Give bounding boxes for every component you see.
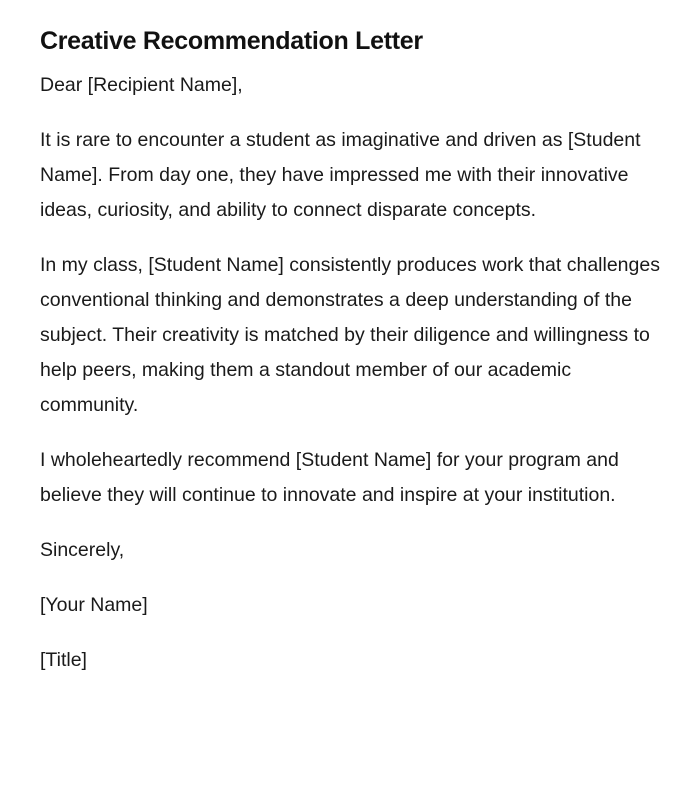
letter-title: Creative Recommendation Letter xyxy=(40,27,423,55)
body-paragraph-2: In my class, [Student Name] consistently produces work that challenges conventional thinking and demonstrates a deep understanding of the subject. Their creativity is matched by their diligence and willingness to help peers, making them a standout member of our academic community. xyxy=(40,254,660,416)
body-paragraph-3: I wholeheartedly recommend [Student Name] for your program and believe they will continue to innovate and inspire at your institution. xyxy=(40,449,619,506)
signature-title: [Title] xyxy=(40,649,87,671)
body-paragraph-1: It is rare to encounter a student as imaginative and driven as [Student Name]. From day one, they have impressed me with their innovative ideas, curiosity, and ability to connect disparate concepts. xyxy=(40,129,641,221)
salutation: Dear [Recipient Name], xyxy=(40,74,243,96)
signature-name: [Your Name] xyxy=(40,594,148,616)
closing: Sincerely, xyxy=(40,539,125,561)
